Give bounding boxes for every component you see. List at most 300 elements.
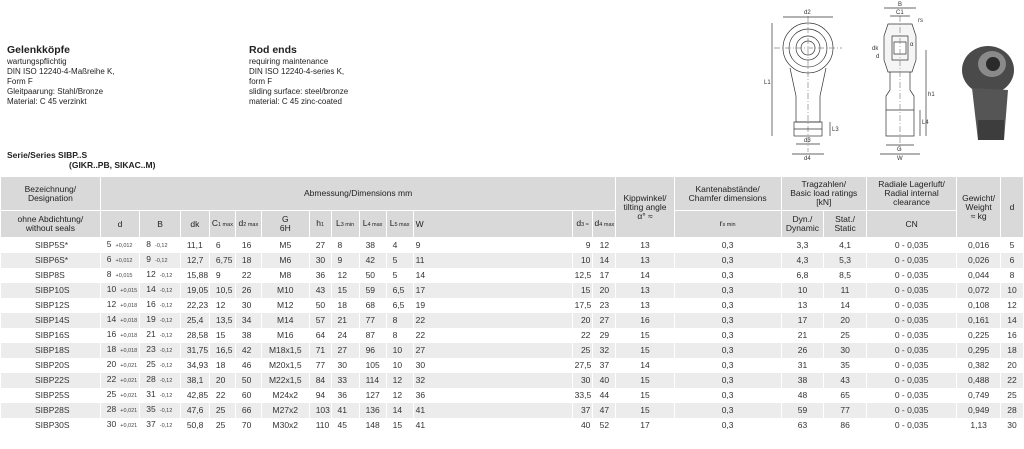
cell-dk bbox=[180, 283, 209, 298]
cell-value: 96 bbox=[365, 345, 376, 355]
cell-value: 10 bbox=[1007, 285, 1017, 295]
cell-value: 4 bbox=[392, 240, 398, 250]
cell-l5 bbox=[386, 238, 413, 254]
h1-label: h bbox=[316, 217, 321, 228]
cell-l5 bbox=[386, 298, 413, 313]
cell-value: 60 bbox=[241, 390, 252, 400]
cell-value: 127 bbox=[365, 390, 380, 400]
cell-dk bbox=[180, 388, 209, 403]
col-header-clearance: Radiale Lagerluft/ Radial internal clearance bbox=[866, 177, 956, 211]
cell-value: SIBP30S bbox=[35, 420, 70, 430]
cell-dr bbox=[1000, 388, 1023, 403]
cell-l3 bbox=[331, 358, 359, 373]
d4-sub: 4 max bbox=[599, 221, 615, 228]
cell-value: 12 bbox=[599, 240, 610, 250]
cell-value: 12,7 bbox=[186, 255, 204, 265]
cell-alpha bbox=[616, 268, 674, 283]
intro-english bbox=[249, 44, 348, 107]
cell-d3 bbox=[572, 298, 593, 313]
cell-value: 47 bbox=[599, 405, 610, 415]
cell-value: 9 bbox=[146, 254, 152, 264]
cell-value: 105 bbox=[365, 360, 380, 370]
cell-dyn bbox=[781, 343, 824, 358]
cell-l3 bbox=[331, 283, 359, 298]
cell-value: 12 bbox=[106, 299, 117, 309]
cell-d bbox=[100, 253, 140, 268]
cell-value: 40 bbox=[599, 375, 610, 385]
cell-value: 31 bbox=[797, 360, 808, 370]
cell-l5 bbox=[386, 403, 413, 418]
cell-des bbox=[1, 373, 101, 388]
cell-stat bbox=[824, 358, 867, 373]
cell-value: 23 bbox=[146, 344, 156, 354]
cell-value: 10 bbox=[797, 285, 808, 295]
cell-value: 37 bbox=[580, 405, 591, 415]
cell-value: SIBP5S* bbox=[35, 240, 69, 250]
cell-tolerance: -0,12 bbox=[159, 423, 173, 429]
cell-stat bbox=[824, 283, 867, 298]
table-body bbox=[1, 238, 1024, 434]
cell-value: 52 bbox=[599, 420, 610, 430]
cell-c1 bbox=[209, 298, 235, 313]
tilting-angle-title: Kippwinkel/ tilting angle bbox=[623, 192, 667, 212]
col-header-tilting-angle bbox=[616, 177, 674, 238]
L3-label: L bbox=[335, 217, 341, 228]
cell-value: 35 bbox=[146, 404, 156, 414]
cell-dr bbox=[1000, 373, 1023, 388]
cell-value: 0,108 bbox=[968, 300, 990, 310]
label-B: B bbox=[898, 2, 903, 8]
cell-value: 22 bbox=[415, 330, 426, 340]
cell-value: 29 bbox=[599, 330, 610, 340]
cell-des bbox=[1, 283, 101, 298]
intro-german-line: wartungspflichtig bbox=[7, 57, 67, 66]
cell-value: 0 - 0,035 bbox=[894, 405, 929, 415]
cell-kg bbox=[957, 253, 1001, 268]
cell-des bbox=[1, 298, 101, 313]
cell-value: 66 bbox=[241, 405, 252, 415]
col-header-L4 bbox=[359, 211, 386, 238]
cell-cn bbox=[866, 373, 956, 388]
cell-tolerance: -0,12 bbox=[155, 258, 168, 264]
cell-l3 bbox=[331, 268, 359, 283]
cell-stat bbox=[824, 373, 867, 388]
col-header-chamfer: Kantenabstände/ Chamfer dimensions bbox=[674, 177, 781, 211]
cell-value: 15 bbox=[392, 420, 403, 430]
cell-value: 16 bbox=[1007, 330, 1017, 340]
col-header-W: W bbox=[413, 211, 572, 238]
cell-c1 bbox=[209, 238, 235, 254]
cell-value: 15 bbox=[580, 285, 591, 295]
cell-d2 bbox=[235, 343, 261, 358]
cell-stat bbox=[824, 313, 867, 328]
cell-w bbox=[413, 388, 572, 403]
cell-value: 0,749 bbox=[968, 390, 990, 400]
cell-value: 22 bbox=[1007, 375, 1017, 385]
cell-value: 12 bbox=[392, 375, 403, 385]
cell-dyn bbox=[781, 388, 824, 403]
cell-d2 bbox=[235, 373, 261, 388]
cell-l4 bbox=[359, 328, 386, 343]
cell-value: 15 bbox=[337, 285, 347, 295]
intro-english-line: material: C 45 zinc-coated bbox=[249, 97, 342, 106]
cell-b bbox=[140, 358, 181, 373]
cell-value: 57 bbox=[315, 315, 326, 325]
cell-value: 10 bbox=[392, 360, 403, 370]
cell-l4 bbox=[359, 418, 386, 433]
label-d4: d4 bbox=[804, 156, 811, 162]
cell-dk bbox=[180, 343, 209, 358]
cell-value: 0,072 bbox=[968, 285, 990, 295]
cell-b bbox=[140, 313, 181, 328]
cell-dr bbox=[1000, 418, 1023, 433]
cell-value: 14 bbox=[392, 405, 403, 415]
cell-l3 bbox=[331, 313, 359, 328]
cell-tolerance: +0,021 bbox=[120, 423, 138, 429]
cell-stat bbox=[824, 343, 867, 358]
cell-value: 19 bbox=[146, 314, 156, 324]
cell-l3 bbox=[331, 403, 359, 418]
cell-value: 24 bbox=[337, 330, 347, 340]
cell-alpha bbox=[616, 358, 674, 373]
cell-value: 13 bbox=[640, 285, 650, 295]
cell-value: 18 bbox=[106, 344, 117, 354]
cell-value: 42,85 bbox=[186, 390, 209, 400]
cell-dk bbox=[180, 238, 209, 254]
cell-value: 15 bbox=[640, 345, 650, 355]
cell-d2 bbox=[235, 403, 261, 418]
cell-value: 45 bbox=[337, 420, 347, 430]
cell-value: M30x2 bbox=[272, 420, 299, 430]
cell-value: 12 bbox=[337, 270, 347, 280]
cell-d2 bbox=[235, 388, 261, 403]
cell-value: SIBP6S* bbox=[35, 255, 69, 265]
label-h1: h1 bbox=[928, 92, 935, 98]
cell-kg bbox=[957, 373, 1001, 388]
cell-c1 bbox=[209, 313, 235, 328]
cell-value: 0 - 0,035 bbox=[894, 390, 929, 400]
cell-w bbox=[413, 328, 572, 343]
cell-dr bbox=[1000, 358, 1023, 373]
d4-label: d bbox=[594, 217, 600, 228]
col-header-designation: Bezeichnung/ Designation bbox=[1, 177, 101, 211]
cell-value: 11,1 bbox=[186, 240, 203, 250]
isometric-photo-rendering bbox=[962, 46, 1014, 140]
cell-g bbox=[261, 418, 309, 433]
cell-value: 21 bbox=[146, 329, 156, 339]
cell-tolerance: +0,015 bbox=[120, 288, 138, 294]
cell-kg bbox=[957, 238, 1001, 254]
table-row bbox=[1, 268, 1024, 283]
cell-value: 4,1 bbox=[839, 240, 851, 250]
cell-value: 25 bbox=[580, 345, 591, 355]
cell-dr bbox=[1000, 253, 1023, 268]
cell-dr bbox=[1000, 268, 1023, 283]
cell-value: 20 bbox=[1007, 360, 1017, 370]
cell-value: 15,88 bbox=[186, 270, 209, 280]
table-row bbox=[1, 253, 1024, 268]
intro-english-title: Rod ends bbox=[249, 44, 297, 56]
cell-c1 bbox=[209, 418, 235, 433]
cell-value: 25 bbox=[1007, 390, 1017, 400]
col-header-without-seals: ohne Abdichtung/ without seals bbox=[1, 211, 101, 238]
cell-d3 bbox=[572, 418, 593, 433]
cell-value: 6 bbox=[215, 240, 221, 250]
cell-value: SIBP8S bbox=[35, 270, 65, 280]
cell-kg bbox=[957, 298, 1001, 313]
cell-h1 bbox=[309, 343, 331, 358]
cell-g bbox=[261, 268, 309, 283]
cell-value: 14 bbox=[640, 270, 650, 280]
C1-label: C bbox=[211, 217, 218, 228]
table-row bbox=[1, 388, 1024, 403]
col-header-d2 bbox=[235, 211, 261, 238]
cell-value: 12,5 bbox=[574, 270, 592, 280]
cell-value: 16 bbox=[241, 240, 252, 250]
cell-dk bbox=[180, 418, 209, 433]
cell-rs bbox=[674, 343, 781, 358]
cell-c1 bbox=[209, 343, 235, 358]
cell-value: 36 bbox=[315, 270, 326, 280]
cell-tolerance: -0,12 bbox=[159, 363, 173, 369]
cell-value: 22 bbox=[580, 330, 591, 340]
cell-value: 12 bbox=[146, 269, 156, 279]
cell-alpha bbox=[616, 283, 674, 298]
cell-value: 0,295 bbox=[968, 345, 990, 355]
cell-g bbox=[261, 253, 309, 268]
cell-des bbox=[1, 403, 101, 418]
cell-kg bbox=[957, 268, 1001, 283]
cell-value: 34 bbox=[241, 315, 252, 325]
cell-value: 8 bbox=[392, 315, 398, 325]
cell-b bbox=[140, 268, 181, 283]
cell-alpha bbox=[616, 298, 674, 313]
cell-value: 0,3 bbox=[721, 390, 734, 400]
cell-l5 bbox=[386, 283, 413, 298]
cell-value: 10 bbox=[392, 345, 403, 355]
intro-german-line: Gleitpaarung: Stahl/Bronze bbox=[7, 87, 104, 96]
cell-value: 0,3 bbox=[721, 345, 734, 355]
cell-value: 9 bbox=[215, 270, 221, 280]
label-alpha: α bbox=[910, 42, 914, 48]
cell-value: 20 bbox=[106, 359, 117, 369]
cell-value: 13 bbox=[640, 240, 650, 250]
cell-tolerance: +0,018 bbox=[120, 303, 138, 309]
cell-tolerance: +0,021 bbox=[120, 408, 138, 414]
cell-dyn bbox=[781, 358, 824, 373]
cell-d4 bbox=[593, 283, 616, 298]
cell-tolerance: -0,12 bbox=[159, 348, 173, 354]
cell-value: 26 bbox=[797, 345, 808, 355]
cell-value: 14 bbox=[146, 284, 156, 294]
table-row bbox=[1, 328, 1024, 343]
cell-d4 bbox=[593, 253, 616, 268]
cell-kg bbox=[957, 418, 1001, 433]
cell-value: 12 bbox=[215, 300, 226, 310]
cell-l4 bbox=[359, 298, 386, 313]
cell-h1 bbox=[309, 328, 331, 343]
cell-dr bbox=[1000, 313, 1023, 328]
cell-value: 8,5 bbox=[839, 270, 851, 280]
cell-value: SIBP12S bbox=[35, 300, 70, 310]
cell-l4 bbox=[359, 268, 386, 283]
cell-des bbox=[1, 268, 101, 283]
cell-d3 bbox=[572, 283, 593, 298]
cell-value: 77 bbox=[315, 360, 326, 370]
rs-label: r bbox=[719, 217, 723, 228]
L5-sub: 5 max bbox=[394, 221, 410, 228]
cell-rs bbox=[674, 313, 781, 328]
col-header-dynamic: Dyn./ Dynamic bbox=[781, 211, 824, 238]
cell-alpha bbox=[616, 313, 674, 328]
cell-value: 0,3 bbox=[721, 375, 734, 385]
cell-c1 bbox=[209, 328, 235, 343]
side-view-drawing bbox=[880, 8, 926, 154]
cell-tolerance: +0,021 bbox=[120, 363, 138, 369]
cell-value: 0 - 0,035 bbox=[894, 375, 929, 385]
cell-kg bbox=[957, 403, 1001, 418]
cell-value: 41 bbox=[337, 405, 347, 415]
cell-dk bbox=[180, 373, 209, 388]
cell-kg bbox=[957, 283, 1001, 298]
L3-sub: 3 min bbox=[340, 221, 355, 228]
cell-d bbox=[100, 388, 140, 403]
cell-d bbox=[100, 328, 140, 343]
cell-value: M6 bbox=[279, 255, 292, 265]
cell-alpha bbox=[616, 328, 674, 343]
cell-value: 71 bbox=[315, 345, 326, 355]
cell-value: 37 bbox=[146, 419, 156, 429]
cell-dr bbox=[1000, 328, 1023, 343]
cell-value: 0 - 0,035 bbox=[894, 330, 929, 340]
cell-h1 bbox=[309, 313, 331, 328]
cell-value: 8 bbox=[337, 240, 343, 250]
cell-tolerance: +0,015 bbox=[115, 273, 133, 279]
cell-b bbox=[140, 343, 181, 358]
cell-b bbox=[140, 298, 181, 313]
cell-h1 bbox=[309, 358, 331, 373]
cell-kg bbox=[957, 313, 1001, 328]
cell-value: 13,5 bbox=[215, 315, 233, 325]
cell-value: 6,8 bbox=[796, 270, 809, 280]
cell-value: 30 bbox=[241, 300, 252, 310]
cell-value: 14 bbox=[1007, 315, 1017, 325]
cell-d bbox=[100, 358, 140, 373]
cell-dyn bbox=[781, 283, 824, 298]
cell-value: 6 bbox=[106, 254, 112, 264]
table-row bbox=[1, 418, 1024, 433]
cell-d3 bbox=[572, 328, 593, 343]
cell-value: 36 bbox=[337, 390, 347, 400]
cell-w bbox=[413, 343, 572, 358]
cell-d2 bbox=[235, 328, 261, 343]
cell-cn bbox=[866, 253, 956, 268]
cell-value: 13 bbox=[640, 300, 650, 310]
cell-d3 bbox=[572, 313, 593, 328]
cell-value: 6,5 bbox=[392, 300, 405, 310]
label-dk: dk bbox=[872, 46, 879, 52]
cell-value: 22 bbox=[106, 374, 117, 384]
cell-g bbox=[261, 403, 309, 418]
cell-l3 bbox=[331, 298, 359, 313]
cell-dk bbox=[180, 403, 209, 418]
cell-l5 bbox=[386, 313, 413, 328]
table-row bbox=[1, 373, 1024, 388]
intro-german-line: Form F bbox=[7, 77, 33, 86]
cell-w bbox=[413, 268, 572, 283]
cell-value: 14 bbox=[640, 360, 650, 370]
cell-dr bbox=[1000, 298, 1023, 313]
cell-value: 21 bbox=[797, 330, 808, 340]
cell-value: 25 bbox=[840, 330, 850, 340]
cell-value: 38 bbox=[797, 375, 808, 385]
cell-value: SIBP18S bbox=[35, 345, 70, 355]
cell-d3 bbox=[572, 268, 593, 283]
cell-d bbox=[100, 238, 140, 254]
cell-tolerance: -0,12 bbox=[159, 318, 173, 324]
cell-value: 18 bbox=[337, 300, 347, 310]
cell-dk bbox=[180, 313, 209, 328]
cell-value: 35 bbox=[840, 360, 850, 370]
cell-value: 0,3 bbox=[721, 300, 734, 310]
cell-tolerance: +0,018 bbox=[120, 333, 138, 339]
cell-value: 64 bbox=[315, 330, 326, 340]
cell-dr bbox=[1000, 283, 1023, 298]
col-header-load-ratings: Tragzahlen/ Basic load ratings [kN] bbox=[781, 177, 866, 211]
table-row bbox=[1, 403, 1024, 418]
rod-ends-table bbox=[0, 176, 1024, 433]
intro-german-line: Material: C 45 verzinkt bbox=[7, 97, 87, 106]
cell-c1 bbox=[209, 253, 235, 268]
C1-sub: 1 max bbox=[217, 221, 233, 228]
cell-value: 0 - 0,035 bbox=[894, 255, 929, 265]
cell-value: M14 bbox=[277, 315, 294, 325]
cell-value: 50,8 bbox=[186, 420, 204, 430]
cell-value: 15 bbox=[640, 405, 650, 415]
cell-value: 28 bbox=[146, 374, 156, 384]
cell-value: 17 bbox=[599, 270, 610, 280]
cell-value: 15 bbox=[640, 330, 650, 340]
cell-kg bbox=[957, 343, 1001, 358]
cell-value: 17 bbox=[415, 285, 426, 295]
cell-value: 0,3 bbox=[721, 405, 734, 415]
intro-english-line: requiring maintenance bbox=[249, 57, 329, 66]
label-d2: d2 bbox=[804, 10, 811, 16]
cell-value: 5 bbox=[392, 255, 398, 265]
cell-value: 8 bbox=[1009, 270, 1015, 280]
table-row bbox=[1, 238, 1024, 254]
cell-alpha bbox=[616, 343, 674, 358]
cell-d bbox=[100, 298, 140, 313]
rs-sub: s min bbox=[722, 221, 736, 228]
cell-value: 44 bbox=[599, 390, 610, 400]
cell-value: 0,3 bbox=[721, 270, 734, 280]
cell-tolerance: +0,021 bbox=[120, 393, 138, 399]
intro-german bbox=[7, 44, 115, 107]
cell-g bbox=[261, 358, 309, 373]
cell-value: 0 - 0,035 bbox=[894, 285, 929, 295]
intro-german-line: DIN ISO 12240-4-Maßreihe K, bbox=[7, 67, 115, 76]
cell-value: M24x2 bbox=[272, 390, 299, 400]
cell-c1 bbox=[209, 283, 235, 298]
cell-value: 5 bbox=[106, 239, 112, 249]
label-d: d bbox=[876, 54, 880, 60]
L5-label: L bbox=[389, 217, 395, 228]
cell-dyn bbox=[781, 238, 824, 254]
cell-alpha bbox=[616, 418, 674, 433]
cell-w bbox=[413, 313, 572, 328]
cell-dr bbox=[1000, 403, 1023, 418]
